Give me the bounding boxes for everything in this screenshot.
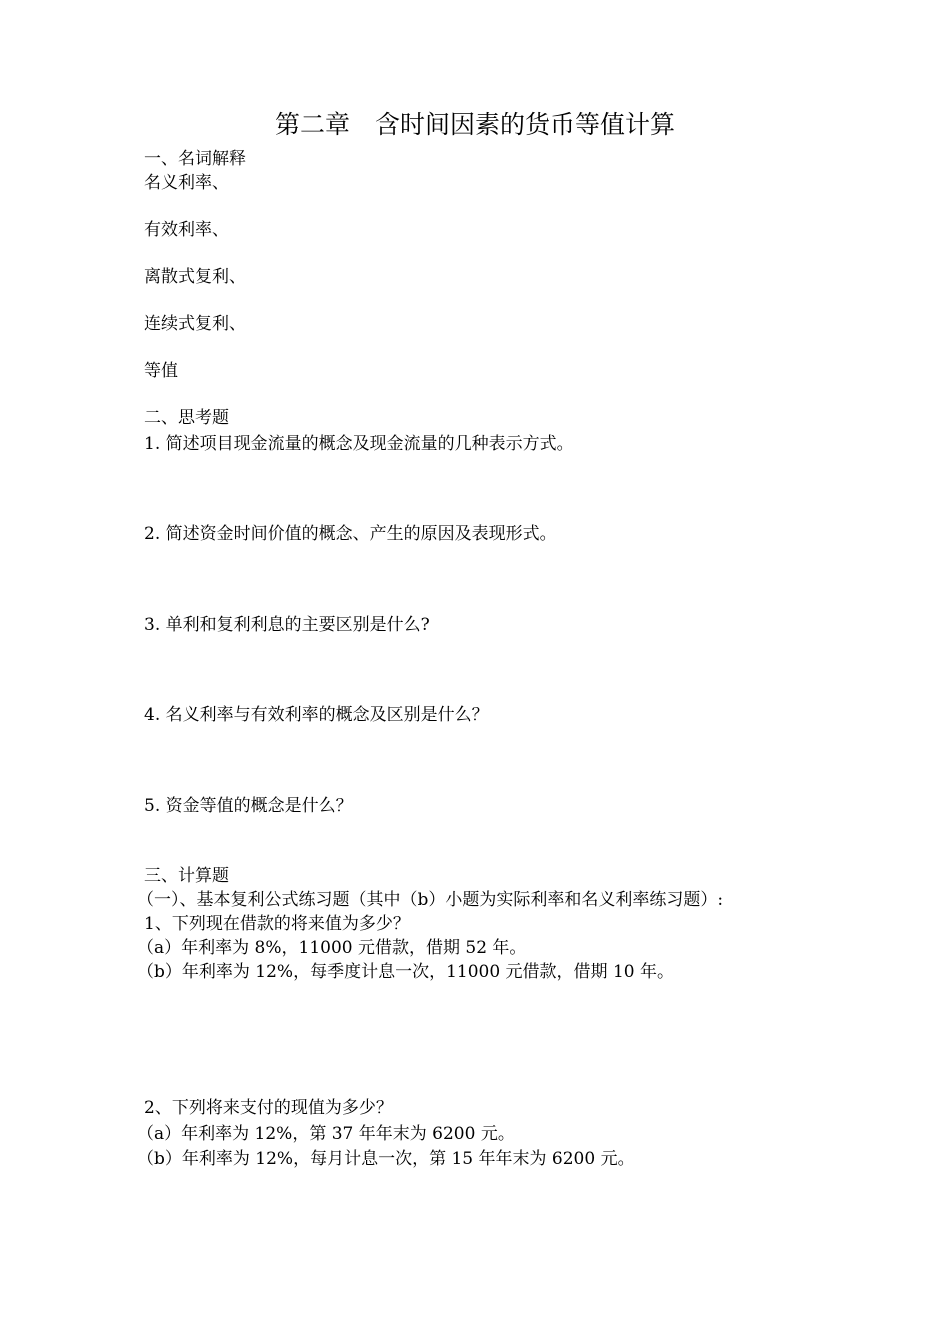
term-item: 等值 [144,361,178,381]
question-item: 1. 简述项目现金流量的概念及现金流量的几种表示方式。 [144,434,574,454]
term-item: 有效利率、 [144,220,229,240]
question-item: 5. 资金等值的概念是什么？ [144,796,353,816]
problem-question: 2、下列将来支付的现值为多少？ [144,1098,393,1118]
question-item: 4. 名义利率与有效利率的概念及区别是什么？ [144,705,489,725]
term-item: 连续式复利、 [144,314,246,334]
section-heading-calculations: 三、计算题 [144,866,229,886]
term-item: 离散式复利、 [144,267,246,287]
section-subheading: （一）、基本复利公式练习题（其中（b）小题为实际利率和名义利率练习题）: [137,890,724,910]
problem-question: 1、下列现在借款的将来值为多少？ [144,914,410,934]
problem-part-b: （b）年利率为 12%，每月计息一次，第 15 年年末为 6200 元。 [137,1149,635,1169]
section-heading-questions: 二、思考题 [144,408,229,428]
problem-part-a: （a）年利率为 12%，第 37 年年末为 6200 元。 [137,1124,515,1144]
page-title: 第二章 含时间因素的货币等值计算 [274,110,675,139]
problem-part-a: （a）年利率为 8%，11000 元借款，借期 52 年。 [137,938,527,958]
term-item: 名义利率、 [144,173,229,193]
section-heading-terms: 一、名词解释 [144,149,246,169]
question-item: 3. 单利和复利利息的主要区别是什么? [144,615,430,635]
problem-part-b: （b）年利率为 12%，每季度计息一次，11000 元借款，借期 10 年。 [137,962,674,982]
question-item: 2. 简述资金时间价值的概念、产生的原因及表现形式。 [144,524,557,544]
